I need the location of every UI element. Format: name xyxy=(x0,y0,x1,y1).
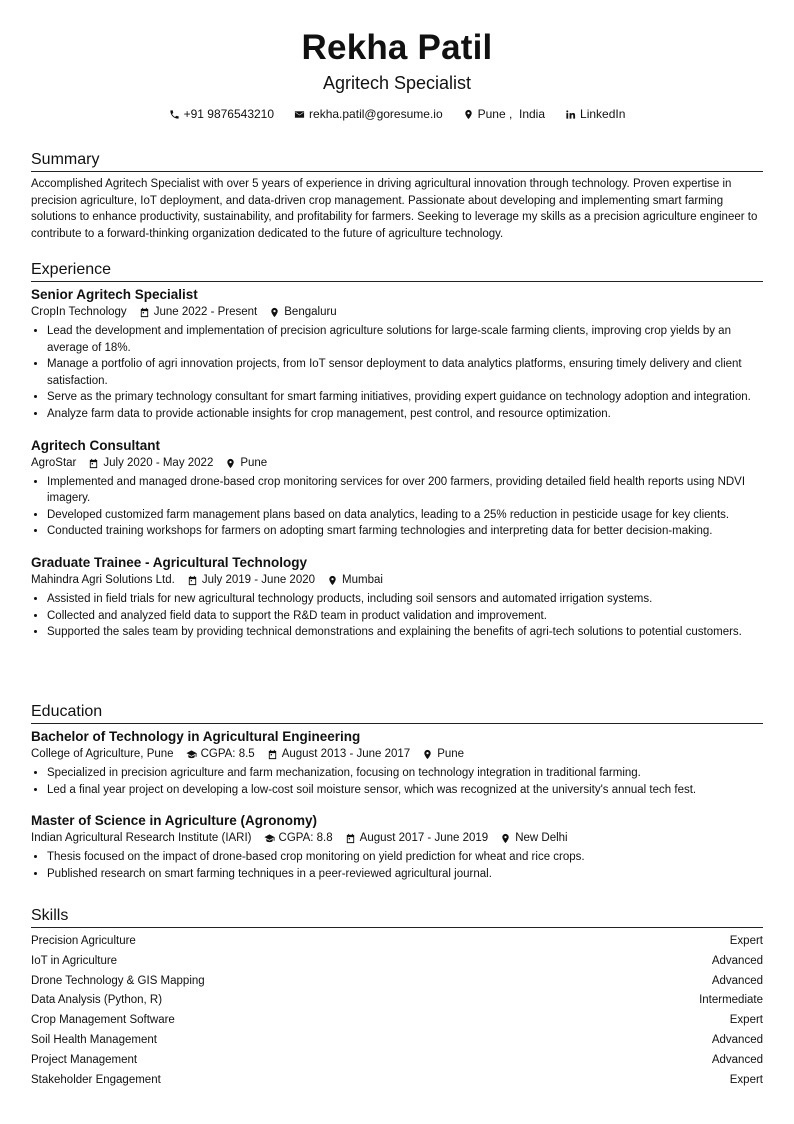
bullet: • Conducted training workshops for farmers on adopting smart farming technologies and interpreting data for better decision-making. xyxy=(47,523,763,540)
bullet: • Assisted in field trials for new agricultural technology products, including soil sensors and automated irrigation systems. xyxy=(47,591,763,608)
bullet: • Collected and analyzed field data to support the R&D team in product validation and improvement. xyxy=(47,608,763,625)
calendar-icon xyxy=(88,458,99,469)
education-heading: Education xyxy=(31,703,763,724)
skill-level: Expert xyxy=(729,1073,763,1086)
skill-name: Crop Management Software xyxy=(31,1014,175,1027)
job-entry xyxy=(31,554,763,641)
candidate-name: Rekha Patil xyxy=(301,28,493,67)
contact-email[interactable] xyxy=(294,107,443,121)
skill-level: Advanced xyxy=(711,974,763,987)
job-dates-text: July 2019 - June 2020 xyxy=(201,573,316,586)
job-meta xyxy=(31,455,763,472)
skills-heading: Skills xyxy=(31,907,763,928)
bullet: • Implemented and managed drone-based crop monitoring services for over 200 farmers, providing detailed field health reports using NDVI imagery. xyxy=(47,474,763,507)
education-dates-text: August 2017 - June 2019 xyxy=(359,832,489,845)
job-bullets xyxy=(31,591,763,641)
job-dates xyxy=(187,572,315,589)
education-location xyxy=(500,830,567,847)
job-location-text: Mumbai xyxy=(342,573,383,586)
bullet: • Analyze farm data to provide actionable insights for crop management, pest control, and resource optimization. xyxy=(47,406,763,423)
job-bullets xyxy=(31,323,763,423)
contact-location xyxy=(463,107,545,121)
bullet: • Published research on smart farming techniques in a peer-reviewed agricultural journal. xyxy=(47,866,763,883)
cgpa-text: CGPA: 8.8 xyxy=(278,832,333,845)
job-dates xyxy=(139,304,258,321)
degree-title: Bachelor of Technology in Agricultural Engineering xyxy=(31,729,361,744)
calendar-icon xyxy=(187,575,198,586)
school-name: Indian Agricultural Research Institute (IARI) xyxy=(31,832,252,845)
bullet: • Developed customized farm management plans based on data analytics, leading to a 25% reduction in pesticide usage for key clients. xyxy=(47,507,763,524)
summary-section xyxy=(31,151,763,242)
skill-row xyxy=(31,1071,763,1091)
skill-row xyxy=(31,1051,763,1071)
school-name: College of Agriculture, Pune xyxy=(31,748,174,760)
job-entry xyxy=(31,437,763,540)
education-entry xyxy=(31,728,763,798)
job-location xyxy=(225,455,267,472)
location-pin-icon xyxy=(269,307,280,318)
location-pin-icon xyxy=(327,575,338,586)
skill-row xyxy=(31,991,763,1011)
job-location-text: Bengaluru xyxy=(284,306,337,318)
contact-linkedin[interactable] xyxy=(565,107,625,121)
mail-icon xyxy=(294,109,305,120)
skill-row xyxy=(31,952,763,972)
education-location-text: Pune xyxy=(437,748,465,760)
location-pin-icon xyxy=(463,109,474,120)
phone-text: +91 9876543210 xyxy=(183,107,275,121)
summary-text: Accomplished Agritech Specialist with over 5 years of experience in driving agricultural innovation through technology. Proven expertise in precision agriculture, IoT deployment, and data-driven crop management. Passionate about developing and implementing smart farming solutions to enhance productivity, sustainability, and profitability for farmers. Seeking to leverage my skills as a precision agriculture engineer to contribute to a forward-thinking organization dedicated to the future of agriculture technology. xyxy=(31,178,758,240)
job-company: Mahindra Agri Solutions Ltd. xyxy=(31,573,175,586)
experience-section xyxy=(31,261,763,641)
bullet: • Supported the sales team by providing technical demonstrations and explaining the benefits of agri-tech solutions to potential customers. xyxy=(47,624,763,641)
education-bullets xyxy=(31,765,763,798)
skill-name: Data Analysis (Python, R) xyxy=(31,994,163,1007)
email-text: rekha.patil@goresume.io xyxy=(309,107,443,121)
skill-row xyxy=(31,1031,763,1051)
candidate-role: Agritech Specialist xyxy=(322,73,472,93)
skill-name: Stakeholder Engagement xyxy=(31,1073,161,1086)
job-company: CropIn Technology xyxy=(31,306,127,318)
job-location-text: Pune xyxy=(240,456,268,469)
education-section xyxy=(31,703,763,882)
calendar-icon xyxy=(345,833,356,844)
contact-phone[interactable] xyxy=(169,107,274,121)
education-location xyxy=(422,746,464,763)
job-company: AgroStar xyxy=(31,456,77,469)
skill-row xyxy=(31,932,763,952)
education-dates xyxy=(267,746,411,763)
job-dates-text: July 2020 - May 2022 xyxy=(103,456,214,469)
education-dates-text: August 2013 - June 2017 xyxy=(281,748,411,760)
skill-level: Expert xyxy=(729,1014,763,1027)
skill-level: Advanced xyxy=(711,954,763,967)
job-meta xyxy=(31,572,763,589)
cgpa xyxy=(264,830,333,847)
skill-row xyxy=(31,1011,763,1031)
contact-bar xyxy=(0,107,794,121)
experience-heading: Experience xyxy=(31,261,763,282)
location-pin-icon xyxy=(500,833,511,844)
job-meta xyxy=(31,304,763,321)
job-entry xyxy=(31,286,763,423)
linkedin-text: LinkedIn xyxy=(580,107,626,121)
calendar-icon xyxy=(267,749,278,760)
skill-name: Precision Agriculture xyxy=(31,935,136,947)
bullet: • Lead the development and implementation of precision agriculture solutions for large-scale farming clients, improving crop yields by an average of 18%. xyxy=(47,323,763,356)
location-text: Pune , India xyxy=(477,107,546,121)
education-bullets xyxy=(31,849,763,882)
job-title: Senior Agritech Specialist xyxy=(31,287,198,302)
linkedin-icon xyxy=(565,109,576,120)
skill-row xyxy=(31,972,763,992)
skill-level: Advanced xyxy=(711,1053,763,1066)
skill-name: Soil Health Management xyxy=(31,1033,157,1046)
job-title: Graduate Trainee - Agricultural Technology xyxy=(31,554,308,570)
skill-name: Drone Technology & GIS Mapping xyxy=(31,974,205,987)
location-pin-icon xyxy=(422,749,433,760)
graduation-cap-icon xyxy=(186,749,197,760)
skill-level: Intermediate xyxy=(699,994,763,1007)
bullet: • Thesis focused on the impact of drone-based crop monitoring on yield prediction for wheat and rice crops. xyxy=(47,849,763,866)
cgpa-text: CGPA: 8.5 xyxy=(200,748,255,760)
job-bullets xyxy=(31,474,763,540)
job-dates-text: June 2022 - Present xyxy=(153,306,258,318)
education-entry xyxy=(31,812,763,882)
skill-level: Expert xyxy=(729,935,763,947)
phone-icon xyxy=(169,109,180,120)
skill-name: Project Management xyxy=(31,1053,138,1066)
job-location xyxy=(269,304,336,321)
bullet: • Specialized in precision agriculture and farm mechanization, focusing on technology integration in traditional farming. xyxy=(47,765,763,782)
cgpa xyxy=(186,746,255,763)
bullet: • Serve as the primary technology consultant for smart farming initiatives, providing expert guidance on technology adoption and integration. xyxy=(47,389,763,406)
education-dates xyxy=(345,830,489,847)
calendar-icon xyxy=(139,307,150,318)
bullet: • Manage a portfolio of agri innovation projects, from IoT sensor deployment to data analytics platforms, ensuring timely delivery and client satisfaction. xyxy=(47,356,763,389)
skill-name: IoT in Agriculture xyxy=(31,954,118,967)
location-pin-icon xyxy=(225,458,236,469)
education-meta xyxy=(31,746,763,763)
job-location xyxy=(327,572,383,589)
job-title: Agritech Consultant xyxy=(31,437,161,453)
degree-title: Master of Science in Agriculture (Agronomy) xyxy=(31,813,318,829)
skills-section xyxy=(31,907,763,1090)
education-meta xyxy=(31,830,763,847)
education-location-text: New Delhi xyxy=(515,832,568,845)
skill-level: Advanced xyxy=(711,1033,763,1046)
graduation-cap-icon xyxy=(264,833,275,844)
summary-heading: Summary xyxy=(31,151,763,172)
bullet: • Led a final year project on developing a low-cost soil moisture sensor, which was recognized at the university's annual tech fest. xyxy=(47,782,763,799)
job-dates xyxy=(88,455,213,472)
